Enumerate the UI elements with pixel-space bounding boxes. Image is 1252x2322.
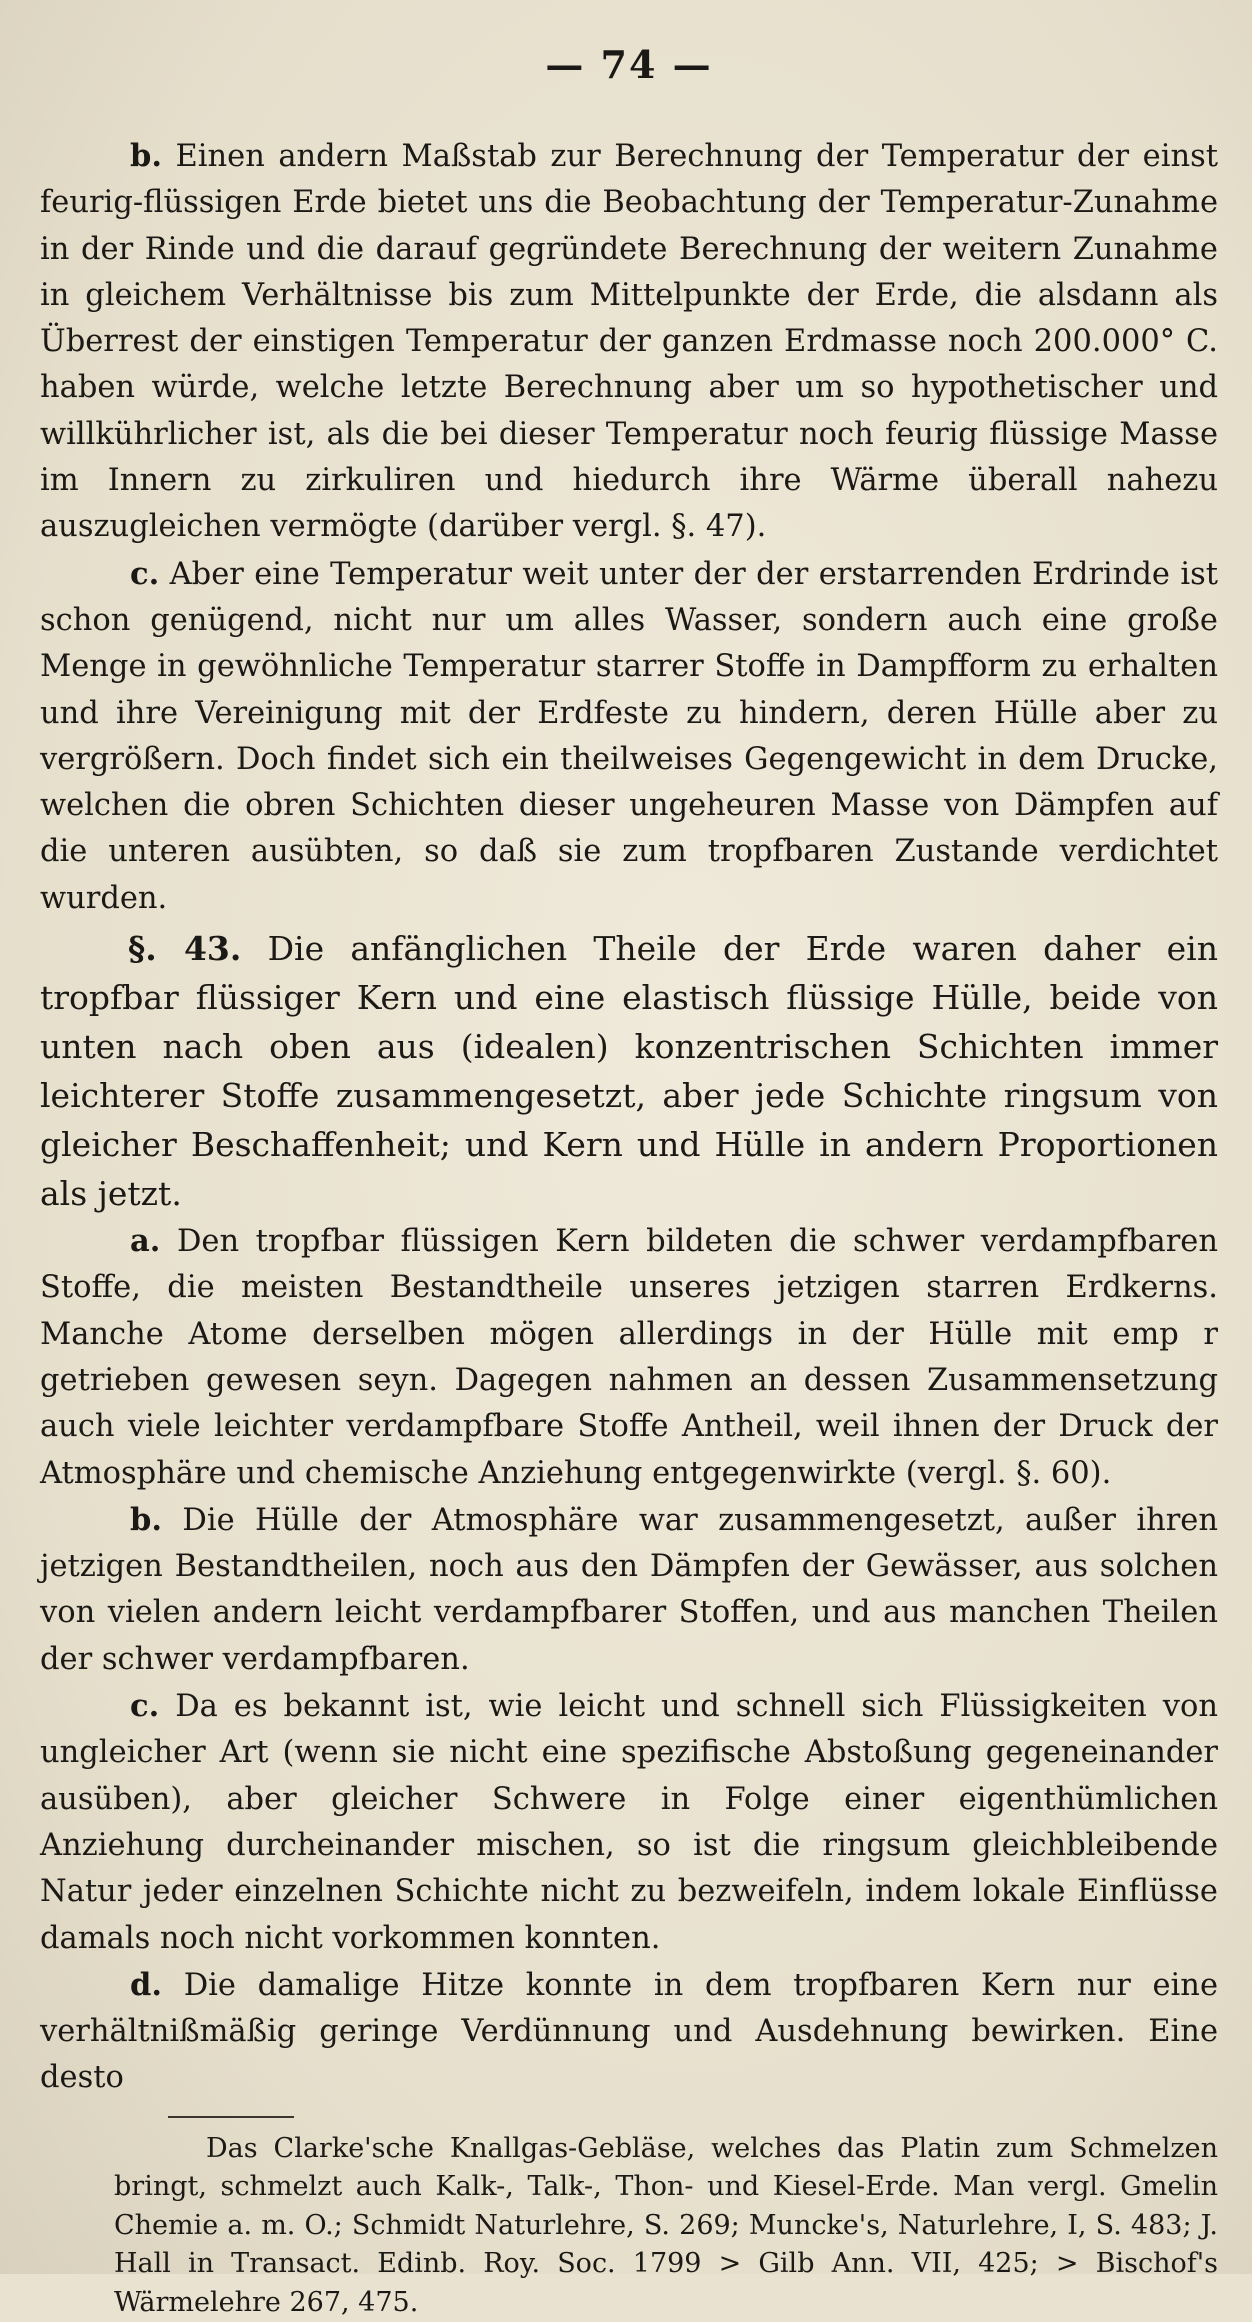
footnote-divider xyxy=(168,2116,294,2118)
paragraph-label: b. xyxy=(130,138,162,174)
paragraph-text: Die Hülle der Atmosphäre war zusammengesetzt, außer ihren jetzigen Bestandtheilen, noch aus den Dämpfen der Gewässer, aus solchen von vielen andern leicht verdampfbarer Stoffen, und aus manchen Theilen der schwer verdampfbaren. xyxy=(40,1502,1219,1677)
paragraph-c xyxy=(40,551,1218,922)
paragraph-text: Die damalige Hitze konnte in dem tropfbaren Kern nur eine verhältnißmäßig geringe Verdünnung und Ausdehnung bewirken. Eine desto xyxy=(40,1967,1218,2096)
paragraph-a xyxy=(40,1218,1218,1497)
paragraph-d xyxy=(40,1962,1218,2102)
paragraph-label: c. xyxy=(130,555,160,592)
section-43 xyxy=(40,924,1218,1218)
paragraph-text: Aber eine Temperatur weit unter der der erstarrenden Erdrinde ist schon genügend, nicht nur um alles Wasser, sondern auch eine große Menge in gewöhnliche Temperatur starrer Stoffe in Dampfform zu erhalten und ihre Vereinigung mit der Erdfeste zu hindern, deren Hülle aber zu vergrößern. Doch findet sich ein theilweises Gegengewicht in dem Drucke, welchen die obren Schichten dieser ungeheuren Masse von Dämpfen auf die unteren ausübten, so daß sie zum tropfbaren Zustande verdichtet wurden. xyxy=(40,556,1218,916)
paragraph-label: c. xyxy=(130,1688,160,1725)
paragraph-text: Da es bekannt ist, wie leicht und schnell sich Flüssigkeiten von ungleicher Art (wenn sie nicht eine spezifische Abstoßung gegeneinander ausüben), aber gleicher Schwere in Folge einer eigenthümlichen Anziehung durcheinander mischen, so ist die ringsum gleichbleibende Natur jeder einzelnen Schichte nicht zu bezweifeln, indem lokale Einflüsse damals noch nicht vorkommen konnten. xyxy=(40,1689,1218,1956)
page-number: — 74 — xyxy=(545,42,713,87)
paragraph-text: Einen andern Maßstab zur Berechnung der Temperatur der einst feurig-flüssigen Erde bietet uns die Beobachtung der Temperatur-Zunahme in der Rinde und die darauf gegründete Berechnung der weitern Zunahme in gleichem Verhältnisse bis zum Mittelpunkte der Erde, die alsdann als Überrest der einstigen Temperatur der ganzen Erdmasse noch 200.000° C. haben würde, welche letzte Berechnung aber um so hypothetischer und willkührlicher ist, als die bei dieser Temperatur noch feurig flüssige Masse im Innern zu zirkuliren und hiedurch ihre Wärme überall nahezu auszugleichen vermögte (darüber vergl. §. 47). xyxy=(40,139,1219,545)
body-text xyxy=(40,133,1218,2102)
paragraph-b xyxy=(40,133,1218,551)
section-label: §. 43. xyxy=(128,929,242,969)
paragraph-b-2 xyxy=(40,1497,1218,1683)
paragraph-label: d. xyxy=(130,1966,162,2003)
paragraph-label: b. xyxy=(130,1501,162,1538)
section-text: Die anfänglichen Theile der Erde waren daher ein tropfbar flüssiger Kern und eine elastisch flüssige Hülle, beide von unten nach oben aus (idealen) konzentrischen Schichten immer leichterer Stoffe zusammengesetzt, aber jede Schichte ringsum von gleicher Beschaffenheit; und Kern und Hülle in andern Proportionen als jetzt. xyxy=(40,929,1218,1214)
paragraph-label: a. xyxy=(130,1223,161,1260)
paragraph-text: Den tropfbar flüssigen Kern bildeten die schwer verdampfbaren Stoffe, die meisten Bestandtheile unseres jetzigen starren Erdkerns. Manche Atome derselben mögen allerdings in der Hülle mit emp r getrieben gewesen seyn. Dagegen nahmen an dessen Zusammensetzung auch viele leichter verdampfbare Stoffe Antheil, weil ihnen der Druck der Atmosphäre und chemische Anziehung entgegenwirkte (vergl. §. 60). xyxy=(40,1224,1218,1491)
footnote: Das Clarke'sche Knallgas-Gebläse, welches das Platin zum Schmelzen bringt, schmelzt auch Kalk-, Talk-, Thon- und Kiesel-Erde. Man vergl. Gmelin Chemie a. m. O.; Schmidt Naturlehre, S. 269; Muncke's, Naturlehre, I, S. 483; J. Hall in Transact. Edinb. Roy. Soc. 1799 > Gilb Ann. VII, 425; > Bischof's Wärmelehre 267, 475. xyxy=(114,2132,1218,2318)
paragraph-c-2 xyxy=(40,1683,1218,1962)
